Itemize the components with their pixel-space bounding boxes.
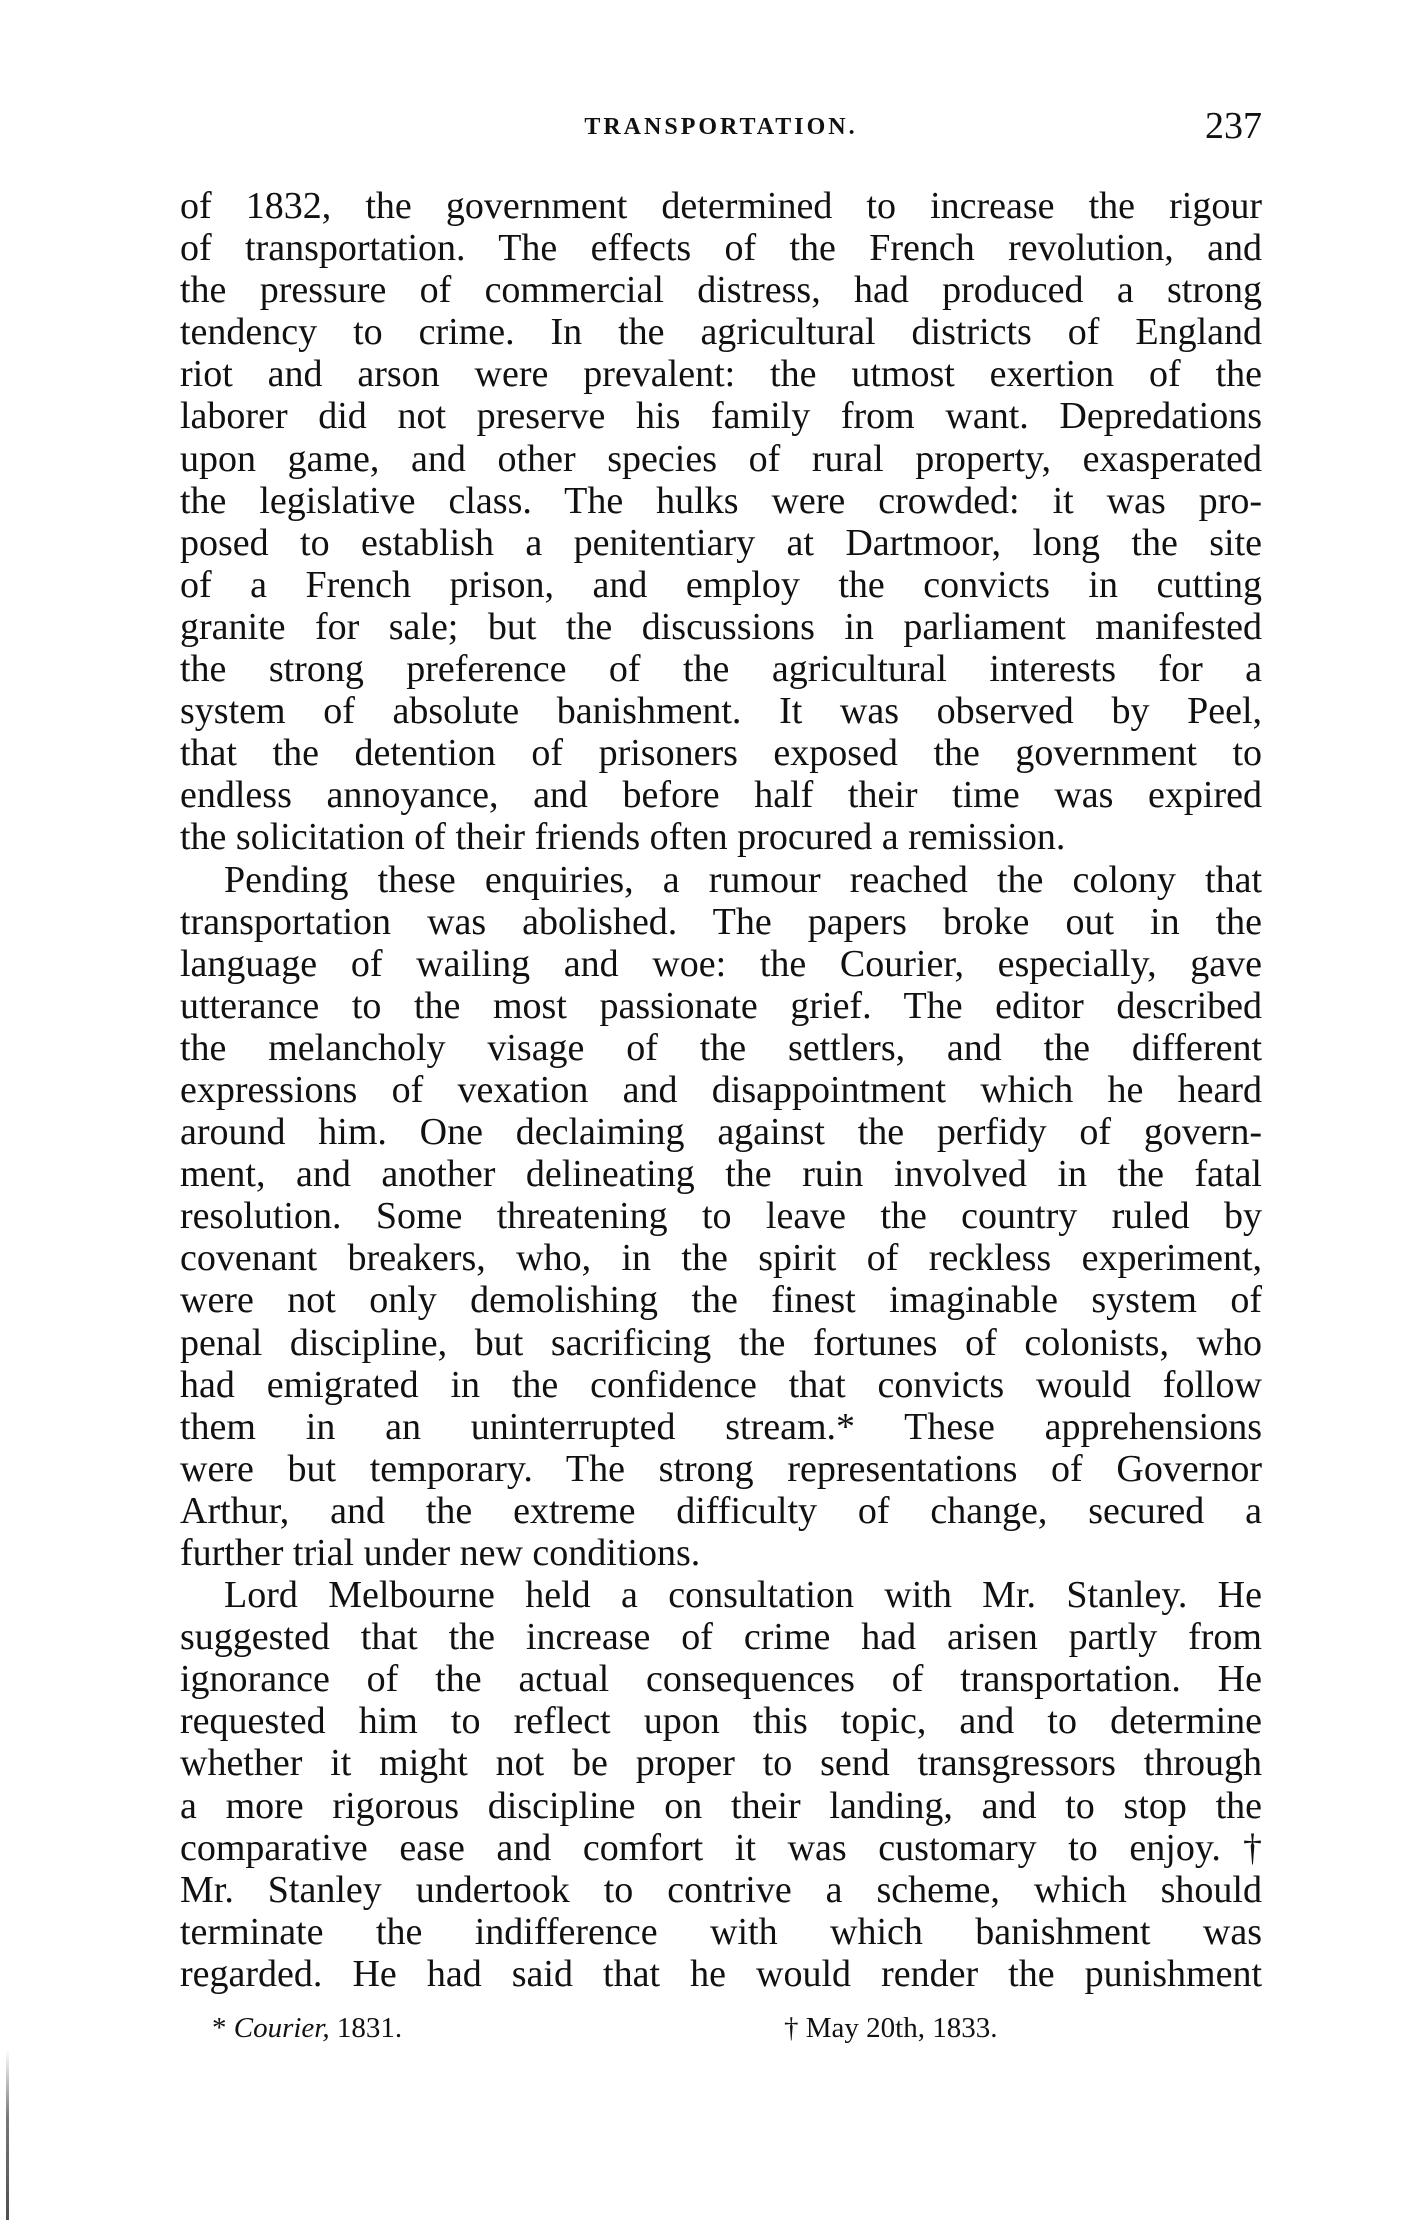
text-line: that the detention of prisoners exposed the government to [180,732,1262,775]
text-line: ignorance of the actual consequences of transportation. He [180,1658,1262,1701]
text-line: system of absolute banishment. It was observed by Peel, [180,690,1262,733]
text-line: of transportation. The effects of the French revolution, and [180,227,1262,270]
text-line: endless annoyance, and before half their time was expired [180,774,1262,817]
text-line: requested him to reflect upon this topic, and to determine [180,1700,1262,1743]
footnote-1-source: Courier, [233,2012,330,2044]
text-line: were not only demolishing the finest imaginable system of [180,1279,1262,1322]
text-line: granite for sale; but the discussions in parliament manifested [180,605,1262,648]
footnote-2-marker: † [784,2012,799,2044]
paragraph-start-line: Lord Melbourne held a consultation with Mr. Stanley. He [224,1574,1262,1617]
running-head [180,106,1262,156]
body-text [180,185,1262,1995]
text-line: the legislative class. The hulks were crowded: it was pro- [180,479,1262,522]
page-number: 237 [1205,105,1262,147]
text-line: the strong preference of the agricultural interests for a [180,648,1262,691]
text-line: suggested that the increase of crime had arisen partly from [180,1616,1262,1659]
text-line: posed to establish a penitentiary at Dartmoor, long the site [180,521,1262,564]
text-line: Mr. Stanley undertook to contrive a scheme, which should [180,1868,1262,1911]
paragraph-end-line: further trial under new conditions. [180,1532,701,1574]
running-title: TRANSPORTATION. [584,114,858,140]
text-line: riot and arson were prevalent: the utmost exertion of the [180,353,1262,396]
text-line: penal discipline, but sacrificing the fortunes of colonists, who [180,1321,1262,1364]
paragraph-end-line: the solicitation of their friends often procured a remission. [180,816,1066,859]
footnote-2 [784,2010,997,2046]
footnotes [212,2010,1112,2050]
page-edge-mark [6,2050,9,2220]
paragraph-start-line: Pending these enquiries, a rumour reached the colony that [224,858,1262,901]
text-line: laborer did not preserve his family from want. Depredations [180,395,1262,438]
text-line: of a French prison, and employ the convicts in cutting [180,563,1262,606]
footnote-1-year: 1831. [336,2012,403,2044]
footnote-1 [212,2010,402,2046]
text-line: tendency to crime. In the agricultural districts of England [180,311,1262,354]
text-line: were but temporary. The strong representations of Governor [180,1447,1262,1490]
text-line: resolution. Some threatening to leave the country ruled by [180,1195,1262,1238]
text-line: comparative ease and comfort it was customary to enjoy.† [180,1826,1262,1869]
text-line: the pressure of commercial distress, had produced a strong [180,269,1262,312]
text-line: around him. One declaiming against the perfidy of govern- [180,1111,1262,1154]
text-line: had emigrated in the confidence that convicts would follow [180,1363,1262,1406]
text-line: the melancholy visage of the settlers, and the different [180,1026,1262,1069]
text-line: a more rigorous discipline on their landing, and to stop the [180,1784,1262,1827]
text-line: Arthur, and the extreme difficulty of change, secured a [180,1489,1262,1532]
text-line: expressions of vexation and disappointment which he heard [180,1068,1262,1111]
text-line: covenant breakers, who, in the spirit of reckless experiment, [180,1237,1262,1280]
text-line: terminate the indifference with which banishment was [180,1910,1262,1953]
text-line: language of wailing and woe: the Courier, especially, gave [180,942,1262,985]
text-line: them in an uninterrupted stream.* These apprehensions [180,1405,1262,1448]
text-line: of 1832, the government determined to increase the rigour [180,185,1262,227]
text-line: whether it might not be proper to send transgressors through [180,1742,1262,1785]
text-line: ment, and another delineating the ruin involved in the fatal [180,1153,1262,1196]
text-line: upon game, and other species of rural property, exasperated [180,437,1262,480]
footnote-2-text: May 20th, 1833. [805,2012,998,2044]
text-line: utterance to the most passionate grief. The editor described [180,984,1262,1027]
text-line: regarded. He had said that he would render the punishment [180,1952,1262,1995]
text-line: transportation was abolished. The papers broke out in the [180,900,1262,943]
footnote-1-marker: * [212,2012,227,2044]
